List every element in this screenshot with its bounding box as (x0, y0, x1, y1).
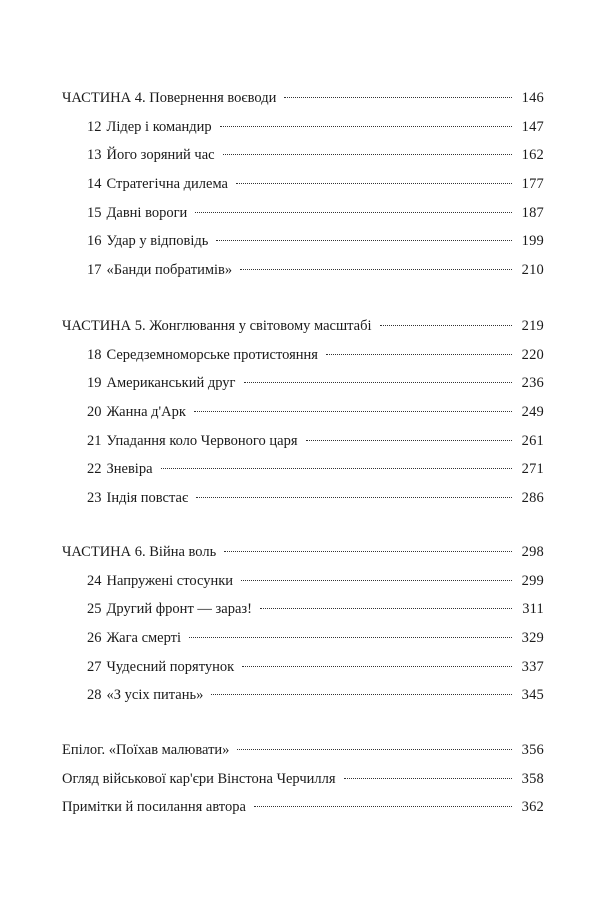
toc-chapter-row[interactable] (62, 595, 544, 624)
toc-chapter-row[interactable] (62, 484, 544, 513)
page-number: 210 (521, 262, 544, 279)
chapter-number: 19 (87, 375, 102, 392)
part-title: ЧАСТИНА 6. Війна воль (62, 544, 217, 560)
chapter-title: Стратегічна дилема (106, 176, 228, 193)
toc-chapter-row[interactable] (62, 369, 544, 398)
page-number: 286 (521, 490, 544, 507)
chapter-title: Жага смерті (106, 630, 182, 647)
toc-chapter-row[interactable] (62, 113, 544, 142)
epilogue-title: Епілог. «Поїхав малювати» (62, 742, 230, 758)
dot-leader (236, 183, 512, 184)
dot-leader (237, 749, 512, 750)
dot-leader (240, 269, 512, 270)
toc-chapter-row[interactable] (62, 227, 544, 256)
dot-leader (254, 806, 512, 807)
toc-backmatter-row[interactable] (62, 736, 544, 765)
part-title: ЧАСТИНА 5. Жонглювання у світовому масштабі (62, 318, 372, 334)
chapter-title: Американський друг (106, 375, 236, 392)
toc-part-6 (62, 538, 544, 710)
page-number: 356 (521, 742, 544, 758)
dot-leader (244, 382, 513, 383)
toc-part-heading[interactable] (62, 312, 544, 341)
dot-leader (216, 240, 512, 241)
toc-backmatter (62, 736, 544, 822)
chapter-title: Індія повстає (106, 490, 189, 507)
page-number: 261 (521, 432, 544, 449)
toc-chapter-row[interactable] (62, 199, 544, 228)
chapter-number: 23 (87, 490, 102, 507)
toc-part-5 (62, 312, 544, 513)
chapter-title: Чудесний порятунок (106, 658, 235, 675)
toc-chapter-row[interactable] (62, 681, 544, 710)
chapter-title: Середземноморське протистояння (106, 346, 318, 363)
chapter-number: 16 (87, 233, 102, 250)
page-number: 299 (521, 572, 544, 589)
page-number: 177 (521, 176, 544, 193)
chapter-title: Напружені стосунки (106, 572, 234, 589)
toc-chapter-row[interactable] (62, 170, 544, 199)
toc-backmatter-row[interactable] (62, 765, 544, 794)
toc-chapter-row[interactable] (62, 398, 544, 427)
chapter-number: 14 (87, 176, 102, 193)
dot-leader (194, 411, 512, 412)
page-number: 345 (521, 687, 544, 704)
toc-backmatter-row[interactable] (62, 793, 544, 822)
page-number: 249 (521, 404, 544, 421)
page-number: 311 (522, 601, 544, 618)
chapter-title: Другий фронт — зараз! (106, 601, 252, 618)
toc-chapter-row[interactable] (62, 653, 544, 682)
chapter-number: 25 (87, 601, 102, 618)
dot-leader (196, 497, 512, 498)
chapter-number: 18 (87, 346, 102, 363)
page-number: 199 (521, 233, 544, 250)
chapter-title: Упадання коло Червоного царя (106, 432, 298, 449)
page-number: 147 (521, 118, 544, 135)
dot-leader (242, 666, 512, 667)
page-number: 220 (521, 346, 544, 363)
toc-chapter-row[interactable] (62, 141, 544, 170)
chapter-number: 17 (87, 262, 102, 279)
toc-chapter-row[interactable] (62, 341, 544, 370)
page-number: 337 (521, 658, 544, 675)
toc-chapter-row[interactable] (62, 567, 544, 596)
chapter-number: 28 (87, 687, 102, 704)
chapter-number: 24 (87, 572, 102, 589)
chapter-title: Лідер і командир (106, 118, 212, 135)
page-number: 329 (521, 630, 544, 647)
dot-leader (189, 637, 512, 638)
dot-leader (284, 97, 512, 98)
career-overview-title: Огляд військової кар'єри Вінстона Черчилля (62, 770, 336, 787)
chapter-title: Жанна д'Арк (106, 404, 186, 421)
toc-part-heading[interactable] (62, 538, 544, 567)
toc-part-heading[interactable] (62, 84, 544, 113)
page-number: 271 (521, 461, 544, 478)
chapter-title: Зневіра (106, 461, 153, 478)
chapter-number: 26 (87, 630, 102, 647)
dot-leader (380, 325, 512, 326)
dot-leader (344, 778, 512, 779)
dot-leader (260, 608, 512, 609)
chapter-title: Його зоряний час (106, 147, 215, 164)
dot-leader (241, 580, 512, 581)
chapter-title: Давні вороги (106, 204, 188, 221)
page-number: 358 (521, 770, 544, 787)
dot-leader (326, 354, 512, 355)
chapter-title: «Банди побратимів» (106, 262, 233, 279)
dot-leader (161, 468, 512, 469)
chapter-number: 27 (87, 658, 102, 675)
toc-chapter-row[interactable] (62, 427, 544, 456)
page-number: 219 (521, 318, 544, 334)
page-number: 362 (521, 799, 544, 816)
dot-leader (211, 694, 512, 695)
toc-chapter-row[interactable] (62, 455, 544, 484)
toc-chapter-row[interactable] (62, 256, 544, 285)
page-number: 236 (521, 375, 544, 392)
part-title: ЧАСТИНА 4. Повернення воєводи (62, 90, 277, 106)
chapter-number: 13 (87, 147, 102, 164)
page-number: 298 (521, 544, 544, 560)
dot-leader (223, 154, 512, 155)
chapter-title: «З усіх питань» (106, 687, 204, 704)
chapter-number: 21 (87, 432, 102, 449)
toc-chapter-row[interactable] (62, 624, 544, 653)
chapter-number: 22 (87, 461, 102, 478)
chapter-number: 20 (87, 404, 102, 421)
dot-leader (306, 440, 513, 441)
dot-leader (195, 212, 512, 213)
dot-leader (220, 126, 512, 127)
page-number: 187 (521, 204, 544, 221)
toc-part-4 (62, 84, 544, 285)
chapter-number: 15 (87, 204, 102, 221)
chapter-number: 12 (87, 118, 102, 135)
dot-leader (224, 551, 512, 552)
chapter-title: Удар у відповідь (106, 233, 209, 250)
page-number: 146 (521, 90, 544, 106)
notes-title: Примітки й посилання автора (62, 799, 246, 816)
page-number: 162 (521, 147, 544, 164)
